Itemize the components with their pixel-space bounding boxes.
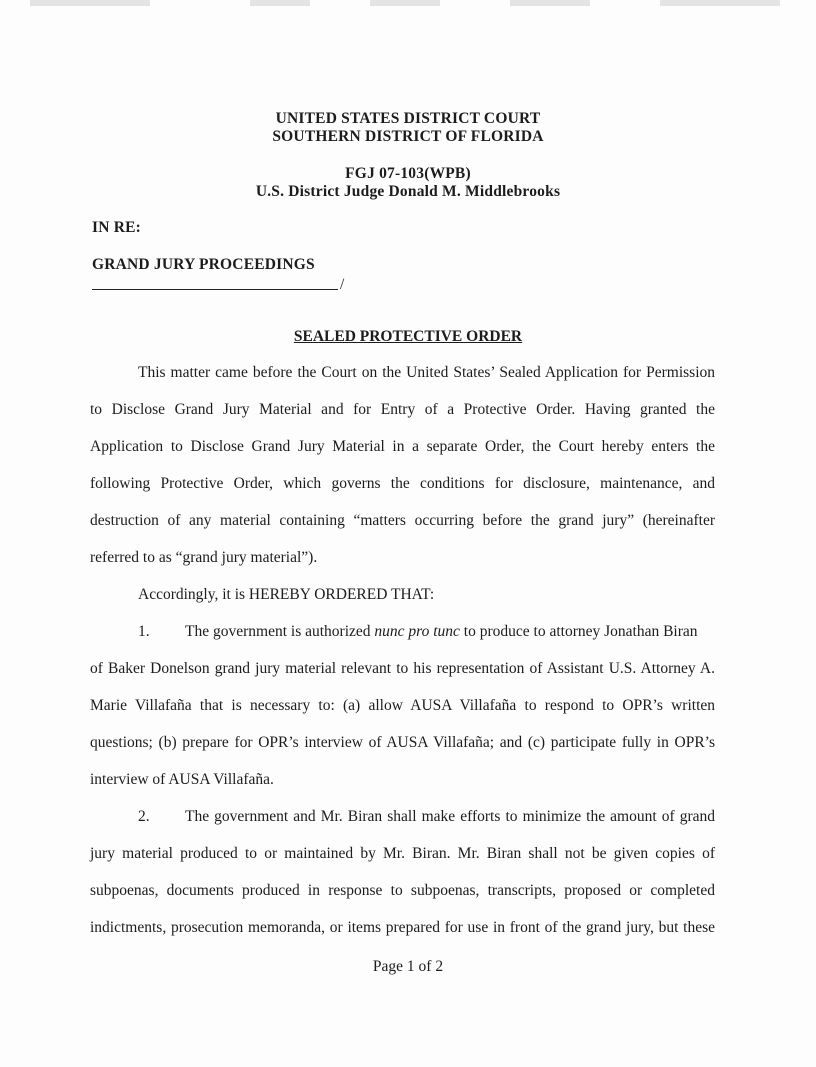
item1-number: 1.	[138, 623, 150, 640]
scan-artifact	[250, 0, 310, 6]
item2-line: subpoenas, documents produced in response to subpoenas, transcripts, proposed or completed	[90, 882, 715, 899]
in-re-label: IN RE:	[92, 219, 141, 236]
item1-italic: nunc pro tunc	[374, 623, 460, 640]
scan-artifact	[370, 0, 440, 6]
intro-line: following Protective Order, which governs the conditions for disclosure, maintenance, and	[90, 475, 715, 492]
ordered-line: Accordingly, it is HEREBY ORDERED THAT:	[138, 586, 435, 603]
item2-number: 2.	[138, 808, 150, 825]
item2-first-line: The government and Mr. Biran shall make efforts to minimize the amount of grand	[185, 808, 715, 825]
caption-slash: /	[340, 276, 345, 293]
scan-artifact	[30, 0, 150, 6]
court-district: SOUTHERN DISTRICT OF FLORIDA	[272, 128, 544, 145]
intro-line: destruction of any material containing “matters occurring before the grand jury” (hereinafter	[90, 512, 715, 529]
intro-line: referred to as “grand jury material”).	[90, 549, 318, 566]
case-number: FGJ 07-103(WPB)	[345, 165, 471, 182]
item1-text-b: to produce to attorney Jonathan Biran	[459, 623, 698, 640]
order-title: SEALED PROTECTIVE ORDER	[293, 328, 523, 345]
proceedings-label: GRAND JURY PROCEEDINGS	[92, 256, 315, 273]
item1-text-a: The government is authorized	[185, 623, 375, 640]
page-number: Page 1 of 2	[372, 958, 444, 975]
caption-rule	[92, 289, 338, 290]
item1-first-line	[185, 623, 715, 641]
judge-name: U.S. District Judge Donald M. Middlebrooks	[255, 183, 561, 200]
item1-line: interview of AUSA Villafaña.	[90, 771, 274, 788]
item1-line: of Baker Donelson grand jury material relevant to his representation of Assistant U.S. Attorney A.	[90, 660, 715, 677]
intro-line: Application to Disclose Grand Jury Material in a separate Order, the Court hereby enters the	[90, 438, 715, 455]
court-name: UNITED STATES DISTRICT COURT	[275, 110, 541, 127]
item1-line: Marie Villafaña that is necessary to: (a) allow AUSA Villafaña to respond to OPR’s written	[90, 697, 715, 714]
scan-artifact	[660, 0, 780, 6]
item1-line: questions; (b) prepare for OPR’s interview of AUSA Villafaña; and (c) participate fully in OPR’s	[90, 734, 715, 751]
item2-line: indictments, prosecution memoranda, or items prepared for use in front of the grand jury, but these	[90, 919, 715, 936]
intro-line: to Disclose Grand Jury Material and for Entry of a Protective Order. Having granted the	[90, 401, 715, 418]
scan-artifact	[510, 0, 590, 6]
item2-line: jury material produced to or maintained by Mr. Biran. Mr. Biran shall not be given copies of	[90, 845, 715, 862]
intro-line: This matter came before the Court on the United States’ Sealed Application for Permission	[138, 364, 715, 381]
